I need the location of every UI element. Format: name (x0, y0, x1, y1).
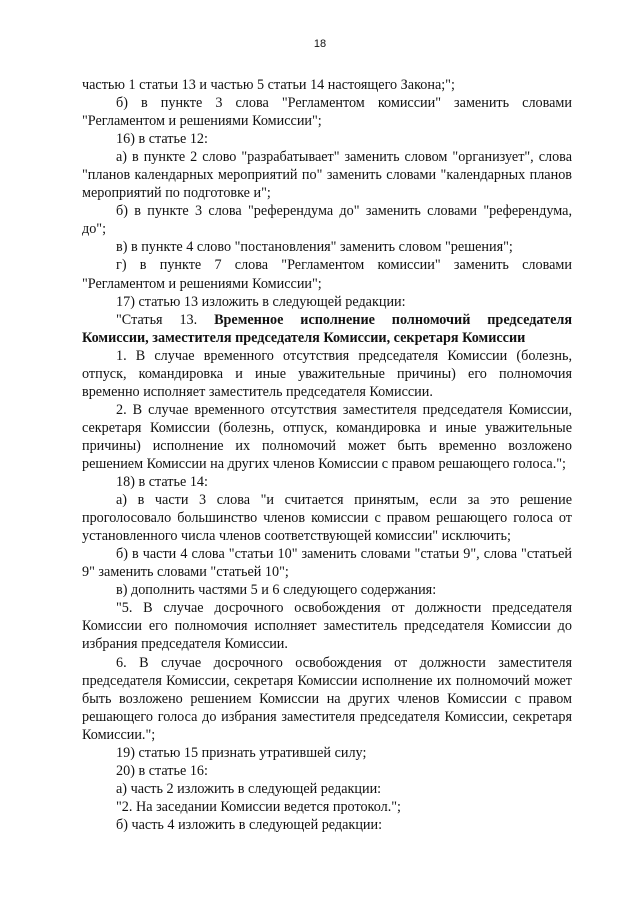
paragraph-text: 19) статью 15 признать утратившей силу; (116, 744, 367, 761)
paragraph (82, 545, 572, 581)
page-number: 18 (313, 38, 327, 50)
paragraph-text: б) в пункте 3 слова "Регламентом комиссии" заменить словами "Регламентом и решениями Комиссии"; (82, 95, 572, 130)
paragraph (82, 744, 572, 762)
paragraph (82, 581, 572, 599)
paragraph (82, 762, 572, 780)
paragraph (82, 76, 572, 94)
article-heading: Временное исполнение полномочий председателя Комиссии, заместителя председателя Комиссии, секретаря Комиссии (82, 311, 572, 346)
paragraph (82, 256, 572, 292)
paragraph (82, 293, 572, 311)
paragraph-text: а) в пункте 2 слово "разрабатывает" заменить словом "организует", слова "планов календарных мероприятий по" заменить словами "календарных планов мероприятий по подготовке и"; (82, 149, 572, 202)
paragraph (82, 238, 572, 256)
paragraph (82, 780, 572, 798)
paragraph-text: частью 1 статьи 13 и частью 5 статьи 14 настоящего Закона;"; (82, 77, 455, 93)
paragraph (82, 347, 572, 401)
paragraph-text: а) в части 3 слова "и считается принятым, если за это решение проголосовало большинство членов комиссии с правом решающего голоса от установленного числа членов соответствующей комиссии" исключить; (82, 492, 572, 545)
paragraph-text: б) в части 4 слова "статьи 10" заменить словами "статьи 9", слова "статьей 9" заменить словами "статьей 10"; (82, 546, 572, 581)
paragraph (82, 491, 572, 545)
paragraph-text: 16) в статье 12: (116, 131, 208, 148)
paragraph-text: б) в пункте 3 слова "референдума до" заменить словами "референдума, до"; (82, 203, 572, 238)
document-body (82, 76, 572, 834)
paragraph (82, 599, 572, 653)
paragraph (82, 311, 572, 347)
paragraph (82, 202, 572, 238)
paragraph-text: в) в пункте 4 слово "постановления" заменить словом "решения"; (116, 239, 513, 256)
paragraph-text: 17) статью 13 изложить в следующей редакции: (116, 293, 406, 310)
paragraph-text: 20) в статье 16: (116, 762, 208, 779)
paragraph (82, 798, 572, 816)
paragraph-text: 6. В случае досрочного освобождения от должности заместителя председателя Комиссии, секретаря Комиссии исполнение их полномочий может быть возложено решением Комиссии на других членов Комиссии с правом решающего голоса до избрания заместителя председателя Комиссии, секретаря Комиссии."; (82, 654, 572, 743)
paragraph-text: 18) в статье 14: (116, 474, 208, 491)
paragraph-text: "Статья 13. (116, 311, 215, 328)
paragraph (82, 148, 572, 202)
paragraph-text: а) часть 2 изложить в следующей редакции: (116, 780, 382, 797)
paragraph-text: в) дополнить частями 5 и 6 следующего содержания: (116, 582, 437, 599)
paragraph (82, 654, 572, 744)
paragraph (82, 473, 572, 491)
paragraph (82, 401, 572, 473)
paragraph (82, 816, 572, 834)
paragraph (82, 130, 572, 148)
paragraph-text: б) часть 4 изложить в следующей редакции: (116, 816, 383, 833)
paragraph-text: 1. В случае временного отсутствия председателя Комиссии (болезнь, отпуск, командировка и иные уважительные причины) его полномочия временно исполняет заместитель председателя Комиссии. (82, 347, 572, 400)
paragraph-text: г) в пункте 7 слова "Регламентом комиссии" заменить словами "Регламентом и решениями Комиссии"; (82, 257, 572, 292)
paragraph-text: "2. На заседании Комиссии ведется протокол."; (116, 798, 401, 815)
paragraph (82, 94, 572, 130)
paragraph-text: "5. В случае досрочного освобождения от должности председателя Комиссии его полномочия исполняет заместитель председателя Комиссии до избрания председателя Комиссии. (82, 600, 572, 653)
paragraph-text: 2. В случае временного отсутствия заместителя председателя Комиссии, секретаря Комиссии (болезнь, отпуск, командировка и иные уважительные причины) исполнение их полномочий может быть временно возложено решением Комиссии на других членов Комиссии с правом решающего голоса."; (82, 401, 572, 472)
